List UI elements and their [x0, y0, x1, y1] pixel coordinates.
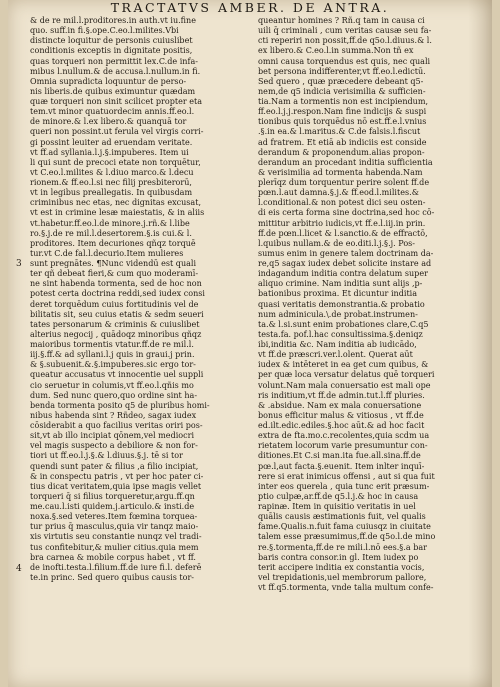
- text-line: vt ff.ad syllania.l.j.§.impuberes. Item ui: [30, 147, 189, 157]
- text-line: Sed quero , quæ præcedere debeant q5-: [258, 76, 424, 86]
- text-line: terit accipere inditia ex constantia vocis,: [258, 562, 425, 572]
- text-line: l.quibus nullam.& de eo.diti.l.j.§.j. Pos-: [258, 238, 416, 248]
- text-line: queantur homines ? Rñ.q tam in causa ci: [258, 16, 425, 25]
- text-line: testa.fa. pof.l.hac consultissima.§.deniqz: [258, 329, 423, 339]
- text-line: bationibus proxima. Et dicuntur inditia: [258, 289, 418, 299]
- text-line: vt ff.de præscri.ver.l.olent. Querat aūt: [258, 350, 413, 360]
- text-line: tus confitebitur,& mulier citius.quia mem: [30, 542, 199, 552]
- text-line: ad fratrem. Et etiā ab indiciis est conside: [258, 137, 427, 147]
- text-line: talem esse præsumimus,ff.de q5o.l.de mino: [258, 532, 436, 542]
- text-line: .§.in ea.& l.maritus.& C.de falsis.l.fiscut: [258, 127, 421, 137]
- text-line: ed.ilt.edic.ediles.§.hoc aūt.& ad hoc facit: [258, 421, 425, 430]
- text-line: tur prius q̄ masculus,quia vir tanqz maio-: [30, 522, 199, 532]
- text-line: potest certa doctrina reddi,sed iudex consi: [30, 289, 205, 299]
- text-line: & verisimilia ad tormenta habenda.Nam: [258, 167, 423, 177]
- text-line: vt C.eo.l.milites & l.diuo marco.& l.decu: [30, 167, 194, 177]
- text-line: cōsiderabit a quo facilius veritas oriri pos-: [30, 421, 203, 430]
- text-line: sunt pregnātes. ¶Nunc videndū est quali: [30, 259, 197, 268]
- text-line: tia.Nam a tormentis non est incipiendum,: [258, 97, 429, 106]
- left-column: [30, 16, 244, 583]
- margin-number: 3: [16, 259, 22, 269]
- text-line: uili q̄ criminali , cum veritas causæ seu fa-: [258, 26, 432, 36]
- text-line: quālis causis æstimationis fuit, vel qualis: [258, 512, 426, 522]
- text-line: nem,de q5 indicia verisimilia & sufficien-: [258, 86, 426, 96]
- right-column: [258, 16, 472, 593]
- text-line: & in conspectu patris , vt per hoc pater ci-: [30, 471, 204, 481]
- text-line: ex libero.& C.eo.l.in summa.Non tñ ex: [258, 46, 414, 56]
- text-line: & de re mil.l.proditores.in auth.vt iu.fine: [30, 16, 196, 25]
- text-line: mibus l.nullum.& de accusa.l.nullum.in fi.: [30, 66, 201, 76]
- text-line: fame.Qualis.n.fuit fama cuiusqz in ciuitate: [258, 522, 431, 532]
- text-line: tates personarum & criminis & cuiuslibet: [30, 319, 200, 329]
- text-line: dum. Sed nunc quero,quo ordine sint ha-: [30, 390, 198, 400]
- text-line: proditores. Item decuriones qñqz torquē: [30, 238, 196, 248]
- text-line: derandum & proponendum.alias propon-: [258, 147, 425, 157]
- text-line: extra de fta.mo.c.recolentes,quia scdm ua: [258, 431, 430, 441]
- text-line: bilitatis sit, seu cuius etatis & sedm seueri: [30, 309, 204, 319]
- text-line: criminibus nec etas, nec dignitas excusat,: [30, 198, 202, 208]
- text-line: per quæ loca versatur delatus quē torqueri: [258, 370, 435, 380]
- text-line: vt ff.q5.tormenta, vnde talia multum confe-: [258, 583, 434, 592]
- running-head: TRACTATVS AMBER. DE ANTRA.: [110, 0, 390, 15]
- text-line: bra carnea & mobile corpus habet , vt ff.: [30, 552, 196, 562]
- text-line: quasi veritatis demonstrantia.& probatio: [258, 299, 425, 309]
- text-line: queatur accusatus vt innocentie uel suppli: [30, 370, 204, 380]
- text-line: queri non possint.ut ferula vel virgis corri-: [30, 127, 204, 137]
- text-line: ibi,inditia &c. Nam inditia ab iudicādo,: [258, 340, 417, 349]
- text-line: de minore.& l.ex libero.& quanquā tor: [30, 117, 187, 127]
- text-line: pœn.l.aut damna.§.j.& ff.eod.l.milites.&: [258, 188, 419, 198]
- text-line: ta.& l.si.sunt enim probationes clare,C.q5: [258, 319, 429, 329]
- text-line: iij.§.ff.& ad syllani.l.j quis in graui.j prin.: [30, 350, 195, 360]
- text-line: distincte loquitur de personis cuiuslibet: [30, 36, 193, 46]
- text-line: nis liberis.de quibus eximuntur quædam: [30, 86, 196, 96]
- text-line: quæ torqueri non sinit scilicet propter eta: [30, 97, 203, 106]
- text-line: vt est in crimine lesæ maiestatis, & in aliis: [30, 208, 205, 218]
- text-line: quas torqueri non permittit lex.C.de infa-: [30, 56, 198, 66]
- text-line: ff.eo.l.j.j.respon.Nam fine indicijs & suspi: [258, 107, 427, 117]
- text-line: maioribus tormentis vtatur.ff.de re mil.l.: [30, 340, 194, 349]
- text-line: cti reperiri non possit,ff.de q5o.l.diuus.& l.: [258, 36, 432, 46]
- text-line: pœ.l,aut facta.§.euenit. Item inlter inquī-: [258, 461, 425, 471]
- text-line: re.§.tormenta,ff.de re mili.l.nō ees.§.a bar: [258, 542, 428, 552]
- text-line: vt.habetur.ff.eo.l.de minore.j.rñ.& l.libe: [30, 218, 190, 228]
- text-line: tionibus quis torquēdus nō est.ff.e.l.vnius: [258, 117, 427, 127]
- text-line: omni causa torquendus est quis, nec quali: [258, 56, 431, 66]
- text-line: ditiones.Et C.si man.ita fue.all.sina.ff.de: [258, 451, 421, 461]
- text-line: inter eos querela , quia tunc erit præsum-: [258, 481, 430, 491]
- text-line: rere si erat inimicus offensi , aut si qua fuit: [258, 471, 435, 481]
- text-line: quo. suff.in fi.§.ope.C.eo.l.milites.Vbi: [30, 26, 179, 36]
- text-line: sumus enim in genere talem doctrinam da-: [258, 248, 434, 258]
- text-line: benda tormenta posito q5 de pluribus homi-: [30, 400, 210, 410]
- text-line: di eis certa forma sine doctrina,sed hoc cō-: [258, 208, 435, 218]
- text-line: vt in legibus preallegatis. In quibusdam: [30, 188, 193, 198]
- text-line: rietatem locorum varie presumuntur con-: [258, 441, 428, 451]
- text-line: vel trepidationis,uel membrorum pallore,: [258, 572, 427, 582]
- text-line: tius dicat veritatem,quia ipse magis vellet: [30, 481, 202, 491]
- text-line: tem.vt minor quatuordecim annis.ff.eo.l.: [30, 107, 195, 117]
- text-line: me.cau.l.isti quidem.j.articulo.& insti.de: [30, 502, 195, 511]
- text-line: baris contra consor.in gl. Item iudex po: [258, 552, 419, 562]
- text-line: l.conditional.& non potest dici seu osten-: [258, 198, 426, 208]
- text-line: rapinæ. Item in quisitio veritatis in uel: [258, 502, 416, 511]
- text-line: torqueri q̄ si filius torqueretur,argu.ff.qn: [30, 491, 195, 501]
- text-line: bet persona indifferenter,vt ff.eo.l.edictū.: [258, 66, 426, 76]
- book-page: [8, 0, 492, 687]
- text-line: noxa.§.sed veteres.Item fœmina torquea-: [30, 512, 198, 522]
- text-line: quendi sunt pater & filius ,a filio incipiat,: [30, 461, 199, 471]
- text-line: cio seruetur in columis,vt ff.eo.l.qñis mo: [30, 380, 194, 390]
- text-line: iudex & intēteret in ea get cum quibus, &: [258, 360, 429, 370]
- text-line: de inofti.testa.l.filium.ff.de iure fi.l. deferē: [30, 562, 202, 572]
- text-line: ne sint habenda tormenta, sed de hoc non: [30, 279, 202, 289]
- text-line: plerīqz dum torquentur perire solent ff.de: [258, 178, 430, 187]
- text-line: & .absidue. Nam ex mala conuersatione: [258, 400, 422, 410]
- text-line: tur.vt C.de fal.l.decurio.Item mulieres: [30, 248, 184, 258]
- text-line: bonus efficitur malus & vitiosus , vt ff.de: [258, 410, 424, 420]
- text-line: alterius negocij , quādoqz minoribus qñqz: [30, 329, 202, 339]
- text-line: conditionis exceptis in dignitate positis,: [30, 46, 193, 56]
- text-line: xis virtutis seu constantie nunqz vel tradi-: [30, 532, 202, 542]
- text-line: rionem.& ff.eo.l.si nec filij presbiterorū,: [30, 178, 192, 187]
- text-line: ter qñ debeat fieri,& cum quo moderamī-: [30, 269, 199, 279]
- text-line: ris inditium,vt ff.de admin.tut.l.ff pluries.: [258, 390, 425, 400]
- text-line: li qui sunt de precoci etate non torquētur,: [30, 157, 201, 167]
- text-line: derandum an procedant inditia sufficientia: [258, 157, 433, 167]
- text-line: & §.subuenit.&.§.impuberes.sic ergo tor-: [30, 360, 196, 370]
- text-line: ff.de pœn.l.licet & l.sanctio.& de effractō,: [258, 228, 428, 238]
- text-line: re,q5 sagax iudex debet solicite instare ad: [258, 259, 432, 268]
- text-line: tiori ut ff.eo.l.j.§.& l.diuus.§.j. tē si tor: [30, 451, 183, 461]
- text-line: te.in princ. Sed quero quibus causis tor-: [30, 572, 195, 582]
- text-line: deret torquēdum cuius fortitudinis vel de: [30, 299, 199, 309]
- text-line: ro.§.j.de re mil.l.desertorem.§.is cui.& l.: [30, 228, 192, 238]
- text-line: num adminicula.\.de probat.instrumen-: [258, 309, 418, 319]
- text-line: ptio culpæ,ar.ff.de q5.l.j.& hoc in causa: [258, 491, 419, 501]
- text-line: mittitur arbitrio iudicis,vt ff.e.l.iij.in prin.: [258, 218, 426, 228]
- text-line: vel magis suspecto a debiliore & non for-: [30, 441, 198, 451]
- text-line: volunt.Nam mala conuersatio est mali ope: [258, 380, 431, 390]
- text-line: sit,vt ab illo incipiat qōnem,vel mediocri: [30, 431, 195, 441]
- text-line: gi possint leuiter ad eruendam veritate.: [30, 137, 193, 147]
- margin-number: 4: [16, 564, 22, 574]
- text-line: indagandum inditia contra delatum super: [258, 269, 428, 279]
- text-line: Omnia supradicta loquuntur de perso-: [30, 76, 187, 86]
- text-line: nibus habenda sint ? Rñdeo, sagax iudex: [30, 410, 197, 420]
- text-line: aliquo crimine. Nam inditia sunt alijs ,p-: [258, 279, 423, 289]
